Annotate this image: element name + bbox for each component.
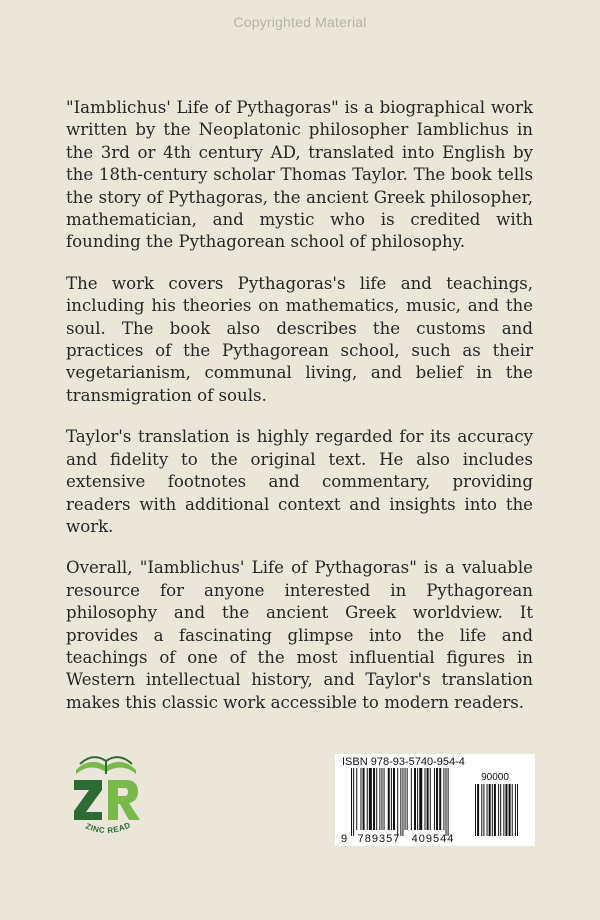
barcode-bar bbox=[427, 768, 429, 830]
barcode-bar bbox=[439, 768, 441, 830]
addon-bar bbox=[500, 784, 501, 836]
addon-bar bbox=[481, 784, 482, 836]
isbn-barcode bbox=[335, 754, 535, 846]
barcode-bar bbox=[402, 768, 403, 836]
addon-bar bbox=[515, 784, 516, 836]
addon-bar bbox=[509, 784, 511, 836]
blurb-paragraph-1: "Iamblichus' Life of Pythagoras" is a biographical work written by the Neoplatonic philosopher Iamblichus in the 3rd or 4th century AD, translated into English by the 18th-century scholar Thomas Taylor. The book tells the story of Pythagoras, the ancient Greek philosopher, mathematician, and mystic who is credited with founding the Pythagorean school of philosophy. bbox=[66, 98, 533, 252]
barcode-bar bbox=[430, 768, 431, 830]
blurb-paragraph-4: Overall, "Iamblichus' Life of Pythagoras" is a valuable resource for anyone interested in Pythagorean philosophy and the ancient Greek worldview. It provides a fascinating glimpse into the life and teachings of one of the most influential figures in Western intellectual history, and Taylor's translation makes this classic work accessible to modern readers. bbox=[66, 558, 533, 712]
blurb-paragraph-3: Taylor's translation is highly regarded for its accuracy and fidelity to the original text. He also includes extensive footnotes and commentary, providing readers with additional context and insights into the work. bbox=[66, 427, 533, 536]
barcode-bar bbox=[381, 768, 382, 830]
barcode-bar bbox=[448, 768, 449, 836]
addon-bar bbox=[492, 784, 493, 836]
barcode-bar bbox=[363, 768, 365, 830]
barcode-bar bbox=[369, 768, 372, 830]
barcode-bar bbox=[384, 768, 385, 830]
logo-text: ZINC READ bbox=[84, 820, 133, 836]
ean-left-digits: 789357 bbox=[357, 833, 401, 845]
barcode-bar bbox=[446, 768, 447, 836]
addon-bar bbox=[517, 784, 518, 836]
barcode-bar bbox=[351, 768, 352, 836]
barcode-bar bbox=[353, 768, 354, 836]
addon-bar bbox=[489, 784, 491, 836]
svg-text:ZINC READ bbox=[84, 820, 132, 835]
barcode-bar bbox=[417, 768, 418, 830]
barcode-bar bbox=[405, 768, 406, 830]
addon-bar bbox=[494, 784, 496, 836]
isbn-number: ISBN 978-93-5740-954-4 bbox=[342, 756, 465, 768]
barcode-bar bbox=[414, 768, 416, 830]
addon-bar bbox=[477, 784, 479, 836]
addon-bar bbox=[512, 784, 513, 836]
barcode-bar bbox=[373, 768, 375, 830]
price-code: 90000 bbox=[481, 772, 509, 783]
barcode-bar bbox=[391, 768, 392, 830]
blurb-paragraph-2: The work covers Pythagoras's life and teachings, including his theories on mathematics, music, and the soul. The book also describes the customs and practices of the Pythagorean school, such as their vegetarianism, communal living, and belief in the transmigration of souls. bbox=[66, 273, 533, 405]
barcode-bar bbox=[425, 768, 426, 830]
ean-right-digits: 409544 bbox=[411, 833, 455, 845]
barcode-bars bbox=[335, 754, 535, 846]
barcode-bar bbox=[388, 768, 390, 830]
barcode-bar bbox=[376, 768, 377, 830]
addon-bar bbox=[503, 784, 504, 836]
barcode-bar bbox=[379, 768, 380, 830]
barcode-bar bbox=[397, 768, 398, 836]
barcode-bar bbox=[360, 768, 361, 830]
barcode-bar bbox=[367, 768, 368, 830]
zinc-read-logo bbox=[66, 750, 146, 840]
addon-bar bbox=[483, 784, 484, 836]
zinc-read-logo-icon bbox=[66, 750, 146, 840]
barcode-bar bbox=[400, 768, 401, 836]
barcode-bar bbox=[436, 768, 438, 830]
addon-bar bbox=[487, 784, 488, 836]
barcode-bar bbox=[443, 768, 444, 830]
barcode-bar bbox=[419, 768, 422, 830]
barcode-bar bbox=[407, 768, 408, 830]
back-cover-blurb bbox=[66, 97, 533, 733]
copyright-watermark: Copyrighted Material bbox=[233, 14, 367, 30]
barcode-bar bbox=[411, 768, 412, 830]
addon-bar bbox=[498, 784, 499, 836]
barcode-bar bbox=[434, 768, 435, 830]
barcode-bar bbox=[356, 768, 357, 830]
addon-bar bbox=[505, 784, 507, 836]
barcode-bar bbox=[393, 768, 395, 830]
ean-first-digit: 9 bbox=[341, 833, 348, 845]
addon-bar bbox=[475, 784, 476, 836]
